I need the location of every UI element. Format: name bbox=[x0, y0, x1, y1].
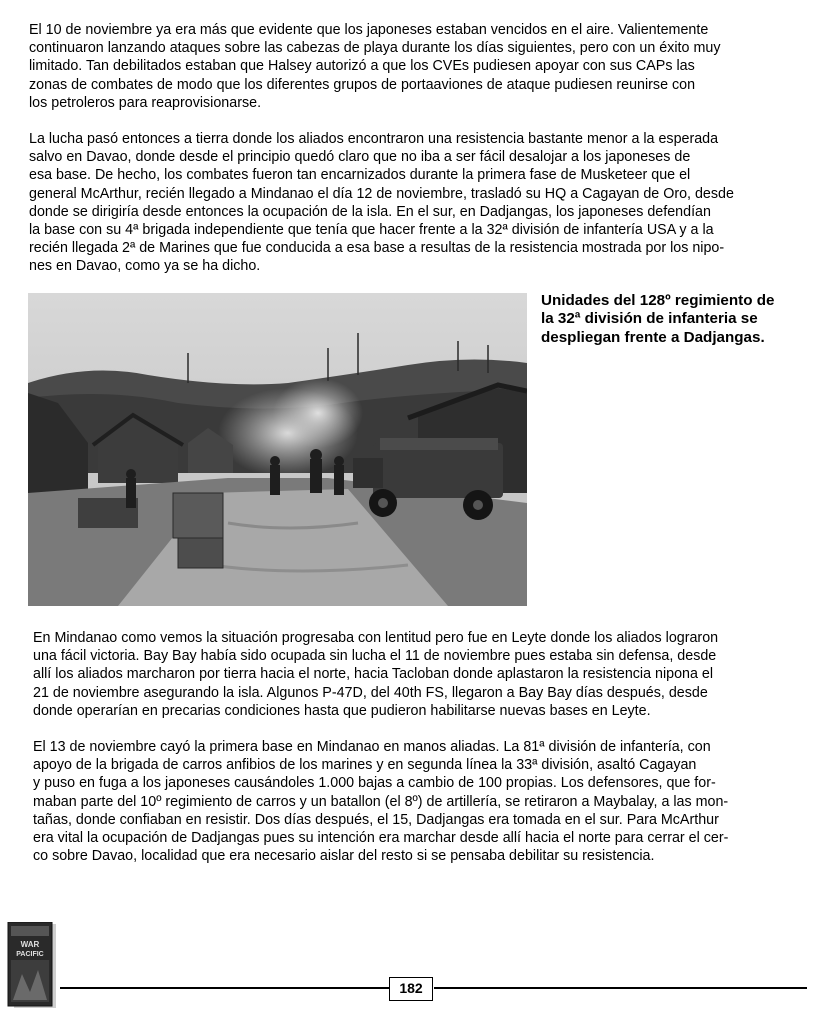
text-line: limitado. Tan debilitados estaban que Halsey autorizó a que los CVEs pudiesen apoyar con sus CAPs las bbox=[29, 58, 695, 75]
text-line: una fácil victoria. Bay Bay había sido ocupada sin lucha el 11 de noviembre pues estaba sin defensa, desde bbox=[33, 648, 717, 665]
text-line: El 10 de noviembre ya era más que evidente que los japoneses estaban vencidos en el aire. Valientemente bbox=[29, 22, 709, 38]
page-number: 182 bbox=[389, 977, 433, 1001]
text-line: los petroleros para reaprovisionarse. bbox=[29, 94, 262, 111]
text-line: la base con su 4ª brigada independiente que tenía que hacer frente a la 32ª división de infantería USA y a la bbox=[29, 222, 714, 239]
svg-text:WAR: WAR bbox=[20, 940, 40, 949]
text-line: y puso en fuga a los japoneses causándoles 1.000 bajas a cambio de 100 propias. Los defensores, que for- bbox=[33, 775, 716, 792]
text-line: donde se dirigiría desde entonces la ocupación de la isla. En el sur, en Dadjangas, los japoneses defendían bbox=[29, 203, 711, 220]
war-photo-image bbox=[28, 293, 527, 606]
text-line: En Mindanao como vemos la situación progresaba con lentitud pero fue en Leyte donde los aliados lograron bbox=[33, 630, 719, 646]
text-line: 21 de noviembre asegurando la isla. Algunos P-47D, del 40th FS, llegaron a Bay Bay días después, desde bbox=[33, 684, 708, 701]
footer-rule-right bbox=[434, 987, 807, 989]
text-line: co sobre Davao, localidad que era necesario aislar del resto si se pensaba debilitar su resistencia. bbox=[33, 848, 655, 865]
book-cover-icon bbox=[4, 922, 58, 1010]
text-line: El 13 de noviembre cayó la primera base en Mindanao en manos aliadas. La 81ª división de infantería, con bbox=[33, 739, 711, 755]
paragraph-1 bbox=[29, 21, 797, 112]
caption-line: despliegan frente a Dadjangas. bbox=[541, 328, 765, 346]
text-line: era vital la ocupación de Dadjangas pues su intención era marchar desde allí hacia el norte para cerrar el cer- bbox=[33, 830, 729, 847]
war-photo bbox=[28, 293, 527, 606]
paragraph-4 bbox=[33, 738, 801, 865]
text-line: salvo en Davao, donde desde el principio quedó claro que no iba a ser fácil desalojar a los japoneses de bbox=[29, 149, 691, 166]
caption-line: la 32ª división de infanteria se bbox=[541, 310, 758, 328]
text-line: zonas de combates de modo que los diferentes grupos de portaaviones de ataque pudiesen reunirse con bbox=[29, 76, 696, 93]
paragraph-2 bbox=[29, 130, 797, 276]
text-line: nes en Davao, como ya se ha dicho. bbox=[29, 258, 261, 275]
text-line: apoyo de la brigada de carros anfibios de los marines y en segunda línea la 33ª división, asaltó Cagayan bbox=[33, 757, 697, 774]
text-line: tañas, donde confiaban en resistir. Dos días después, el 15, Dadjangas era tomada en el sur. Para McArthur bbox=[33, 811, 719, 828]
text-line: maban parte del 10º regimiento de carros y un batallon (el 8º) de artillería, se retiraron a Maybalay, a las mon- bbox=[33, 793, 729, 810]
caption-line: Unidades del 128º regimiento de bbox=[541, 292, 775, 309]
text-line: general McArthur, recién llegado a Mindanao el día 12 de noviembre, trasladó su HQ a Cagayan de Oro, desde bbox=[29, 185, 734, 202]
book-cover-image bbox=[4, 922, 58, 1010]
text-line: esa base. De hecho, los combates fueron tan encarnizados durante la primera fase de Musketeer que el bbox=[29, 167, 691, 184]
text-line: continuaron lanzando ataques sobre las cabezas de playa durante los días siguientes, pero con un éxito muy bbox=[29, 40, 721, 57]
text-line: allí los aliados marcharon por tierra hacia el norte, hacia Tacloban donde aplastaron la resistencia nipona el bbox=[33, 666, 714, 683]
text-line: recién llegada 2ª de Marines que fue conducida a esa base a resultas de la resistencia mostrada por los nipo- bbox=[29, 240, 725, 257]
text-line: donde operarían en precarias condiciones hasta que pudieron habilitarse nuevas bases en Leyte. bbox=[33, 702, 651, 719]
svg-text:PACIFIC: PACIFIC bbox=[16, 951, 44, 958]
text-line: La lucha pasó entonces a tierra donde los aliados encontraron una resistencia bastante menor a la esperada bbox=[29, 131, 719, 147]
photo-caption bbox=[541, 292, 803, 347]
footer-rule-left bbox=[60, 987, 390, 989]
paragraph-3 bbox=[33, 629, 801, 720]
